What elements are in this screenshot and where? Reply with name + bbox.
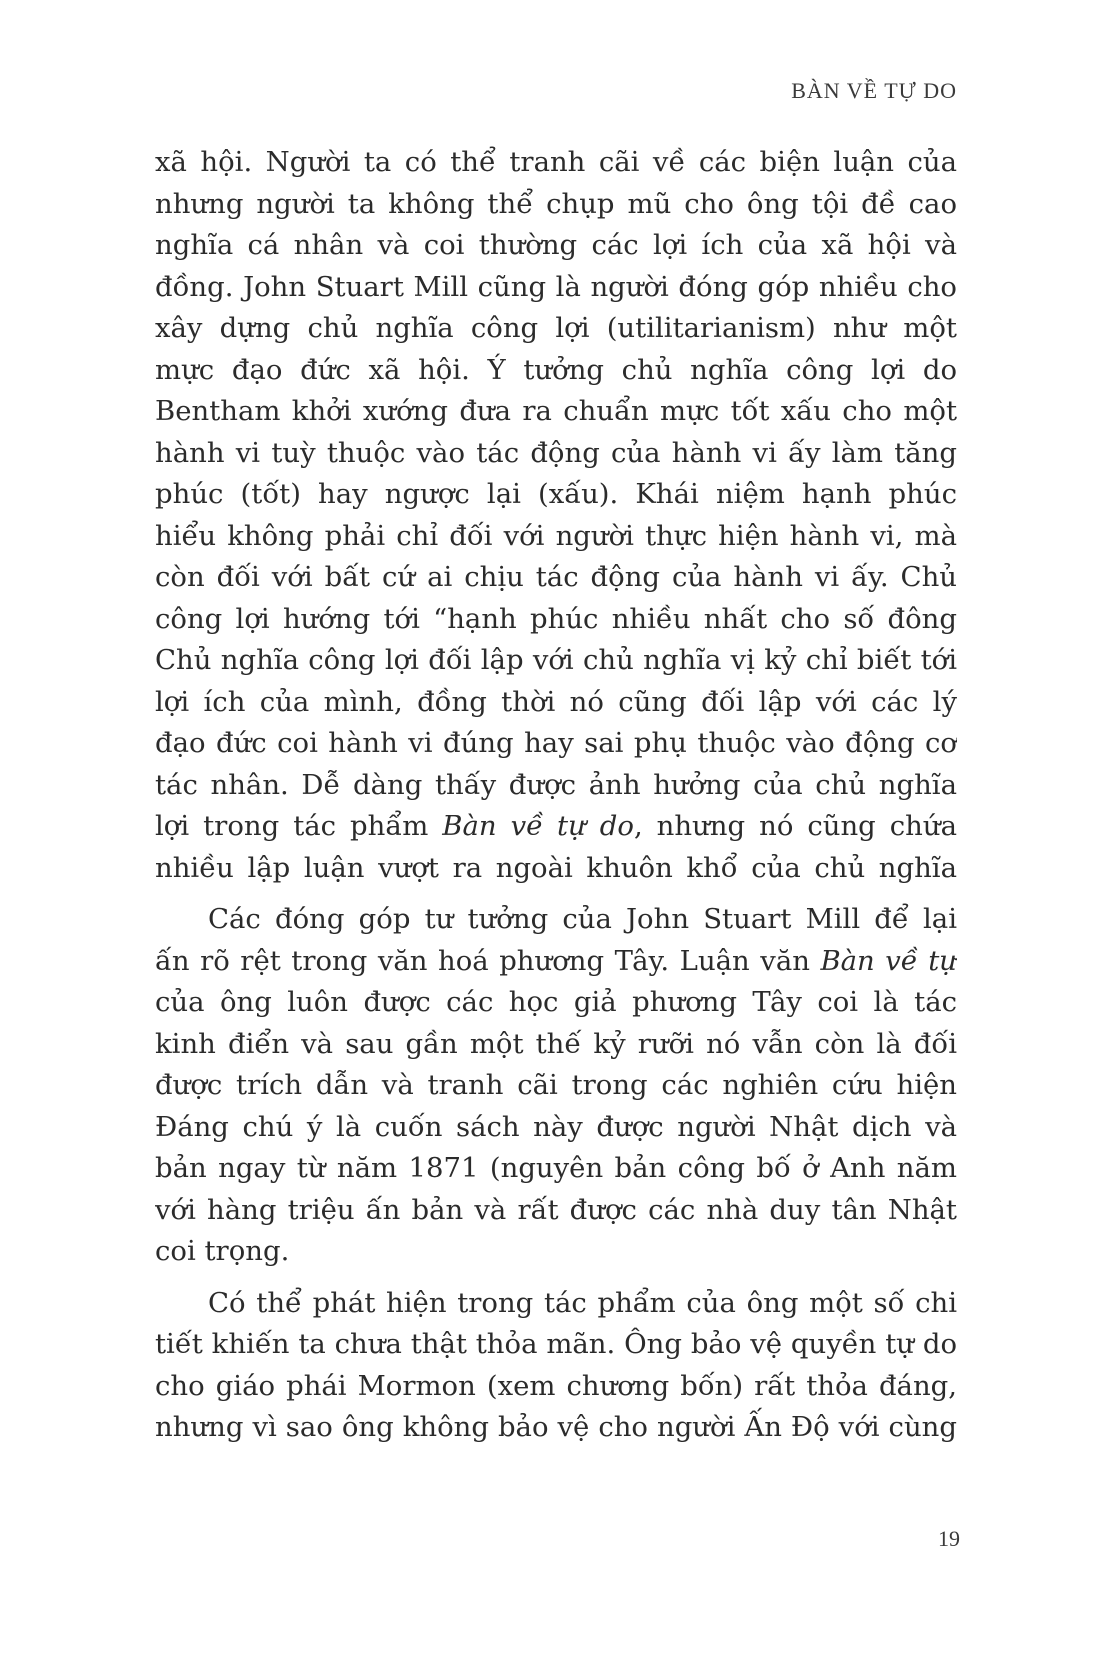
text-line: nhưng người ta không thể chụp mũ cho ông tội đề cao xyxy=(155,187,957,220)
text-line-with-title xyxy=(155,941,957,983)
text-line: tác nhân. Dễ dàng thấy được ảnh hưởng của chủ nghĩa xyxy=(155,768,957,801)
page-number: 19 xyxy=(938,1526,960,1551)
text-line: bản ngay từ năm 1871 (nguyên bản công bố ở Anh năm xyxy=(155,1152,957,1184)
text-line: công lợi hướng tới “hạnh phúc nhiều nhất cho số đông xyxy=(155,602,957,635)
text-line: được trích dẫn và tranh cãi trong các nghiên cứu hiện xyxy=(155,1069,957,1101)
text-line: nhiều lập luận vượt ra ngoài khuôn khổ của chủ nghĩa xyxy=(155,851,957,884)
text-line: nhưng vì sao ông không bảo vệ cho người Ấn Độ với cùng xyxy=(155,1411,957,1443)
text-line: xây dựng chủ nghĩa công lợi (utilitarianism) như một xyxy=(155,312,957,344)
text-segment: ấn rõ rệt trong văn hoá phương Tây. Luận văn xyxy=(155,944,821,977)
book-title-italic: Bàn về tự xyxy=(820,944,957,977)
text-line: của ông luôn được các học giả phương Tây coi là tác xyxy=(155,986,957,1018)
text-line: còn đối với bất cứ ai chịu tác động của hành vi ấy. Chủ xyxy=(155,561,957,593)
text-line: đồng. John Stuart Mill cũng là người đóng góp nhiều cho xyxy=(155,270,957,303)
text-line: Chủ nghĩa công lợi đối lập với chủ nghĩa vị kỷ chỉ biết tới xyxy=(155,644,957,676)
paragraph-1 xyxy=(155,142,957,889)
paragraph-2 xyxy=(155,899,957,1273)
text-line: lợi ích của mình, đồng thời nó cũng đối lập với các lý xyxy=(155,685,957,718)
text-line: kinh điển và sau gần một thế kỷ rưỡi nó vẫn còn là đối xyxy=(155,1027,957,1060)
text-line: phúc (tốt) hay ngược lại (xấu). Khái niệm hạnh phúc xyxy=(155,478,957,510)
text-line: mực đạo đức xã hội. Ý tưởng chủ nghĩa công lợi do xyxy=(155,353,957,386)
text-line: cho giáo phái Mormon (xem chương bốn) rất thỏa đáng, xyxy=(155,1369,957,1402)
text-line: Đáng chú ý là cuốn sách này được người Nhật dịch và xyxy=(155,1110,957,1143)
text-line: đạo đức coi hành vi đúng hay sai phụ thuộc vào động cơ xyxy=(155,727,957,759)
paragraph-3 xyxy=(155,1283,957,1449)
text-line: Các đóng góp tư tưởng của John Stuart Mill để lại xyxy=(208,903,957,935)
body-text xyxy=(155,142,957,1449)
text-segment: , nhưng nó cũng chứa xyxy=(633,810,957,842)
text-line: tiết khiến ta chưa thật thỏa mãn. Ông bảo vệ quyền tự do xyxy=(155,1328,957,1360)
text-line: coi trọng. xyxy=(155,1235,290,1267)
book-title-italic: Bàn về tự do xyxy=(442,810,634,842)
text-line: hành vi tuỳ thuộc vào tác động của hành vi ấy làm tăng xyxy=(155,436,957,469)
text-line: Có thể phát hiện trong tác phẩm của ông một số chi xyxy=(208,1286,957,1319)
text-line: hiểu không phải chỉ đối với người thực hiện hành vi, mà xyxy=(155,519,957,552)
text-line: Bentham khởi xướng đưa ra chuẩn mực tốt xấu cho một xyxy=(155,395,957,427)
text-line: nghĩa cá nhân và coi thường các lợi ích của xã hội và xyxy=(155,229,957,261)
text-segment: lợi trong tác phẩm xyxy=(155,810,443,842)
text-line-with-title xyxy=(155,806,957,848)
text-line: xã hội. Người ta có thể tranh cãi về các biện luận của xyxy=(155,146,957,178)
running-header-title: BÀN VỀ TỰ DO xyxy=(791,78,957,103)
text-line: với hàng triệu ấn bản và rất được các nhà duy tân Nhật xyxy=(155,1193,957,1226)
